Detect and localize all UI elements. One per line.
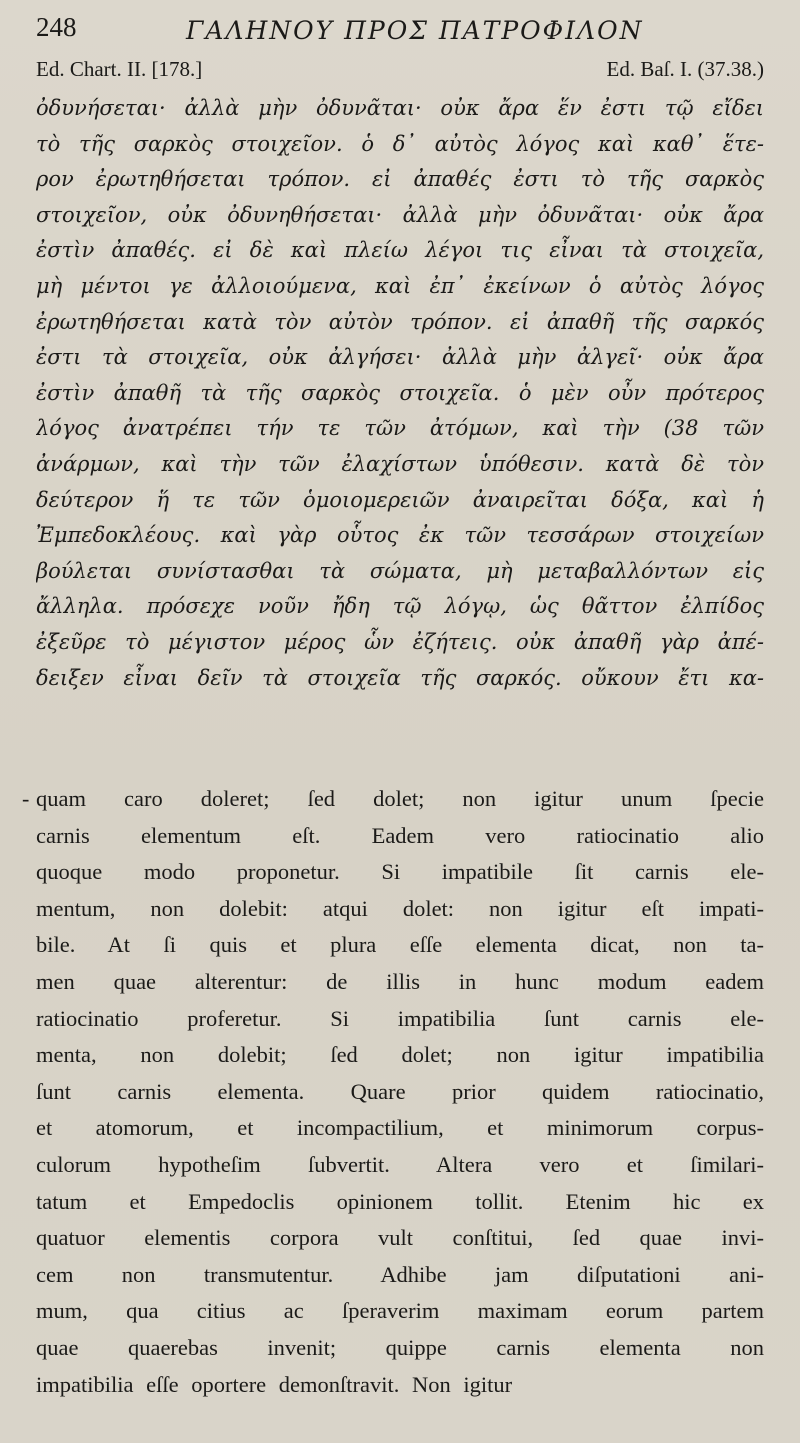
edition-chart-reference: Ed. Chart. II. [178.] — [36, 57, 203, 81]
greek-text-line: ἐρωτηθήσεται κατὰ τὸν αὐτὸν τρόπον. εἰ ἀπαθῆ τῆς σαρκός — [36, 309, 764, 334]
latin-text-line: quam caro doleret; ſed dolet; non igitur unum ſpecie — [36, 786, 764, 811]
greek-text-line: βούλεται συνίστασθαι τὰ σώματα, μὴ μεταβαλλόντων εἰς — [36, 558, 764, 583]
greek-text-line: Ἐμπεδοκλέους. καὶ γὰρ οὗτος ἐκ τῶν τεσσάρων στοιχείων — [36, 523, 764, 548]
greek-text-line: ρον ἐρωτηθήσεται τρόπον. εἰ ἀπαθές ἐστι τὸ τῆς σαρκὸς — [36, 167, 764, 192]
latin-text-line: impatibilia eſſe oportere demonſtravit. Non igitur — [36, 1371, 513, 1397]
greek-text-line: στοιχεῖον, οὐκ ὀδυνηθήσεται· ἀλλὰ μὴν ὀδυνᾶται· οὐκ ἄρα — [36, 202, 764, 227]
greek-text-line: δειξεν εἶναι δεῖν τὰ στοιχεῖα τῆς σαρκός. οὔκουν ἔτι κα- — [36, 665, 764, 690]
latin-text-line: mentum, non dolebit: atqui dolet: non igitur eſt impati- — [36, 895, 764, 921]
latin-text-line: quae quaerebas invenit; quippe carnis elementa non — [36, 1334, 764, 1360]
greek-text-block — [36, 91, 764, 696]
greek-text-line: ἀνάρμων, καὶ τὴν τῶν ἐλαχίστων ὑπόθεσιν. κατὰ δὲ τὸν — [36, 451, 764, 476]
greek-text-line: ἐξεῦρε τὸ μέγιστον μέρος ὧν ἐζήτεις. οὐκ ἀπαθῆ γὰρ ἀπέ- — [36, 629, 764, 654]
greek-text-line: δεύτερον ἥ τε τῶν ὁμοιομερειῶν ἀναιρεῖται δόξα, καὶ ἡ — [36, 487, 764, 512]
running-title: ΓΑΛΗΝΟΥ ΠΡΟΣ ΠΑΤΡΟΦΙΛΟΝ — [186, 16, 644, 45]
latin-text-line: menta, non dolebit; ſed dolet; non igitur impatibilia — [36, 1042, 764, 1068]
greek-text-line: ἄλληλα. πρόσεχε νοῦν ἤδη τῷ λόγῳ, ὡς θᾶττον ἐλπίδος — [36, 594, 764, 619]
greek-text-line: ἐστὶν ἀπαθές. εἰ δὲ καὶ πλείω λέγοι τις εἶναι τὰ στοιχεῖα, — [36, 238, 764, 263]
edition-basel-reference: Ed. Baſ. I. (37.38.) — [606, 57, 764, 81]
margin-mark: - — [22, 786, 30, 811]
latin-text-block — [36, 781, 764, 1403]
latin-text-line: culorum hypotheſim ſubvertit. Altera vero et ſimilari- — [36, 1151, 764, 1177]
greek-text-line: λόγος ἀνατρέπει τήν τε τῶν ἀτόμων, καὶ τὴν (38 τῶν — [36, 416, 764, 441]
latin-text-line: mum, qua citius ac ſperaverim maximam eorum partem — [36, 1298, 764, 1324]
greek-text-line: μὴ μέντοι γε ἀλλοιούμενα, καὶ ἐπ᾽ ἐκείνων ὁ αὐτὸς λόγος — [36, 273, 764, 298]
greek-text-line: τὸ τῆς σαρκὸς στοιχεῖον. ὁ δ᾽ αὐτὸς λόγος καὶ καθ᾽ ἕτε- — [36, 131, 764, 156]
latin-text-line: men quae alterentur: de illis in hunc modum eadem — [36, 968, 764, 994]
latin-text-line: quoque modo proponetur. Si impatibile ſit carnis ele- — [36, 859, 764, 885]
running-head — [36, 6, 764, 46]
latin-text-line: bile. At ſi quis et plura eſſe elementa dicat, non ta- — [36, 932, 764, 958]
latin-text-line: quatuor elementis corpora vult conſtitui, ſed quae invi- — [36, 1225, 764, 1251]
latin-text-line: ratiocinatio proferetur. Si impatibilia ſunt carnis ele- — [36, 1005, 764, 1031]
greek-text-line: ἐστὶν ἀπαθῆ τὰ τῆς σαρκὸς στοιχεῖα. ὁ μὲν οὖν πρότερος — [36, 380, 764, 405]
latin-text-line: ſunt carnis elementa. Quare prior quidem ratiocinatio, — [36, 1078, 764, 1104]
greek-text-line: ὀδυνήσεται· ἀλλὰ μὴν ὀδυνᾶται· οὐκ ἄρα ἕν ἐστι τῷ εἴδει — [36, 96, 764, 120]
greek-text-line: ἐστι τὰ στοιχεῖα, οὐκ ἀλγήσει· ἀλλὰ μὴν ἀλγεῖ· οὐκ ἄρα — [36, 345, 764, 370]
latin-text-line: tatum et Empedoclis opinionem tollit. Etenim hic ex — [36, 1188, 764, 1214]
latin-text-line: carnis elementum eſt. Eadem vero ratiocinatio alio — [36, 822, 764, 848]
latin-text-line: cem non transmutentur. Adhibe jam diſputationi ani- — [36, 1261, 764, 1287]
latin-text-line: et atomorum, et incompactilium, et minimorum corpus- — [36, 1115, 764, 1141]
page-number: 248 — [36, 12, 77, 42]
